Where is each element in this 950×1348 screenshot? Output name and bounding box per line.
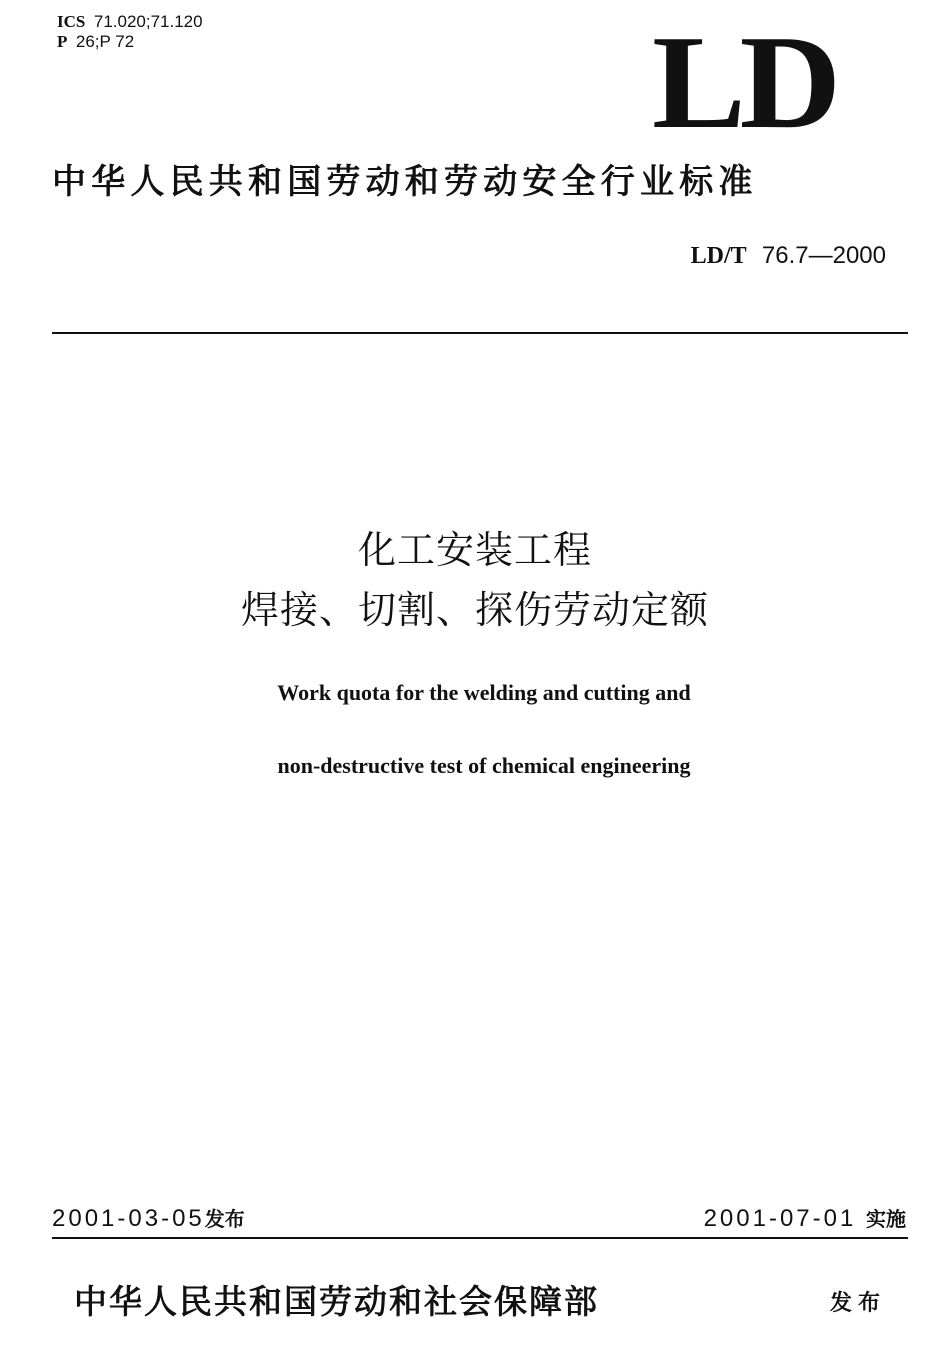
ccs-value: 26;P 72 xyxy=(75,32,135,51)
ics-label: ICS xyxy=(57,12,86,31)
publisher-label: 发布 xyxy=(830,1290,887,1316)
top-divider xyxy=(52,332,908,334)
ld-logo: LD xyxy=(652,8,835,156)
issue-date-label: 发布 xyxy=(204,1207,245,1231)
title-en-line2: non-destructive test of chemical engineering xyxy=(277,753,691,778)
implementation-date xyxy=(704,1204,906,1234)
classification-codes xyxy=(57,12,203,52)
title-en-line1: Work quota for the welding and cutting and xyxy=(277,680,691,705)
issue-date-value: 2001-03-05 xyxy=(52,1205,205,1232)
issue-date xyxy=(52,1204,245,1234)
issuing-authority-header: 中华人民共和国劳动和劳动安全行业标准 xyxy=(52,162,758,202)
standard-prefix: LD/T xyxy=(690,243,747,269)
title-cn-line2: 焊接、切割、探伤劳动定额 xyxy=(240,588,709,632)
standard-code: 76.7—2000 xyxy=(761,242,886,269)
publisher-name: 中华人民共和国劳动和社会保障部 xyxy=(74,1282,599,1321)
title-cn-line1: 化工安装工程 xyxy=(357,528,592,572)
bottom-divider xyxy=(52,1237,908,1239)
ccs-label: P xyxy=(57,32,68,51)
ics-line xyxy=(57,12,203,32)
standard-number xyxy=(691,240,886,271)
ccs-line xyxy=(57,32,203,52)
ics-value: 71.020;71.120 xyxy=(93,12,203,31)
implementation-date-value: 2001-07-01 xyxy=(703,1205,857,1232)
implementation-date-label: 实施 xyxy=(866,1207,906,1231)
